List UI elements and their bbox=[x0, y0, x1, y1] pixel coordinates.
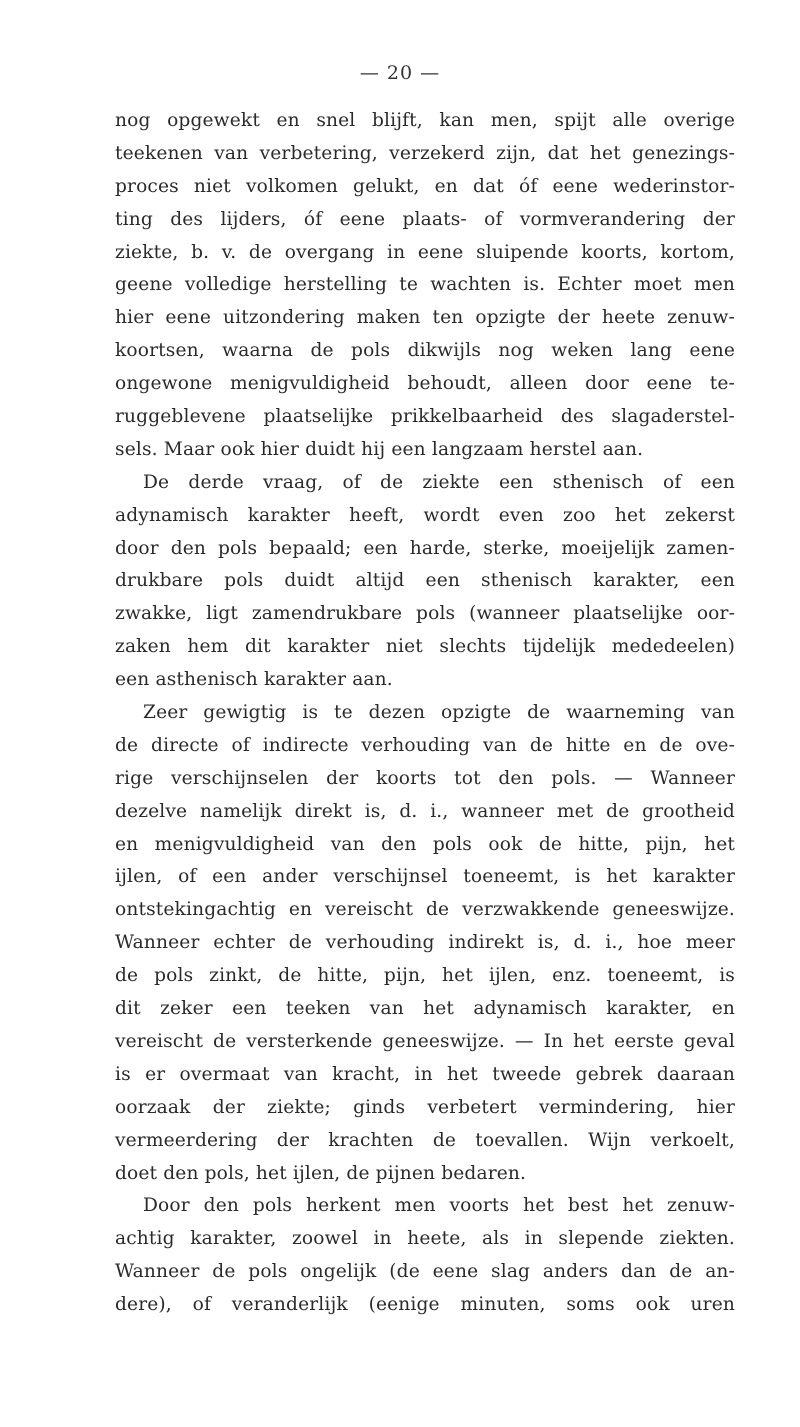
text-line: drukbare pols duidt altijd een sthenisch karakter, een bbox=[115, 570, 735, 592]
text-line: is er overmaat van kracht, in het tweede gebrek daaraan bbox=[115, 1063, 735, 1085]
text-line: ijlen, of een ander verschijnsel toeneemt, is het karakter bbox=[115, 866, 735, 888]
text-line: ting des lijders, óf eene plaats- of vormverandering der bbox=[115, 208, 735, 230]
text-line: ontstekingachtig en vereischt de verzwakkende geneeswijze. bbox=[115, 899, 735, 921]
paragraph-start-line: Zeer gewigtig is te dezen opzigte de waarneming van bbox=[143, 702, 735, 724]
text-line: proces niet volkomen gelukt, en dat óf eene wederinstor- bbox=[115, 175, 735, 197]
text-line: en menigvuldigheid van den pols ook de hitte, pijn, het bbox=[115, 833, 735, 855]
paragraph-end-line: sels. Maar ook hier duidt hij een langzaam herstel aan. bbox=[115, 438, 644, 460]
text-line: koortsen, waarna de pols dikwijls nog weken lang eene bbox=[115, 340, 735, 362]
text-line: de directe of indirecte verhouding van de hitte en de ove- bbox=[115, 734, 735, 756]
text-line: achtig karakter, zoowel in heete, als in slepende ziekten. bbox=[115, 1228, 735, 1250]
text-line: zaken hem dit karakter niet slechts tijdelijk mededeelen) bbox=[115, 636, 735, 658]
text-line: nog opgewekt en snel blijft, kan men, spijt alle overige bbox=[115, 110, 735, 131]
text-line: ruggeblevene plaatselijke prikkelbaarheid des slagaderstel- bbox=[115, 406, 735, 428]
text-line: geene volledige herstelling te wachten is. Echter moet men bbox=[115, 274, 735, 296]
paragraph-end-line: doet den pols, het ijlen, de pijnen bedaren. bbox=[115, 1162, 527, 1184]
text-line: dere), of veranderlijk (eenige minuten, soms ook uren bbox=[115, 1294, 735, 1316]
text-line: adynamisch karakter heeft, wordt even zoo het zekerst bbox=[115, 504, 735, 526]
text-line: teekenen van verbetering, verzekerd zijn, dat het genezings- bbox=[115, 142, 735, 164]
text-line: de pols zinkt, de hitte, pijn, het ijlen, enz. toeneemt, is bbox=[115, 965, 735, 987]
text-line: ziekte, b. v. de overgang in eene sluipende koorts, kortom, bbox=[115, 241, 735, 263]
text-line: door den pols bepaald; een harde, sterke, moeijelijk zamen- bbox=[115, 537, 735, 559]
text-line: oorzaak der ziekte; ginds verbetert vermindering, hier bbox=[115, 1096, 735, 1118]
text-line: hier eene uitzondering maken ten opzigte der heete zenuw- bbox=[115, 307, 735, 329]
text-line: rige verschijnselen der koorts tot den pols. — Wanneer bbox=[115, 767, 735, 789]
text-line: zwakke, ligt zamendrukbare pols (wanneer plaatselijke oor- bbox=[115, 603, 735, 625]
paragraph-end-line: een asthenisch karakter aan. bbox=[115, 669, 393, 691]
page-number: — 20 — bbox=[359, 62, 441, 84]
text-line: Wanneer echter de verhouding indirekt is, d. i., hoe meer bbox=[115, 932, 735, 954]
text-line: dit zeker een teeken van het adynamisch karakter, en bbox=[115, 998, 735, 1020]
text-line: ongewone menigvuldigheid behoudt, alleen door eene te- bbox=[115, 373, 735, 395]
paragraph-start-line: De derde vraag, of de ziekte een sthenisch of een bbox=[143, 471, 735, 493]
text-line: dezelve namelijk direkt is, d. i., wanneer met de grootheid bbox=[115, 800, 735, 822]
text-line: vereischt de versterkende geneeswijze. — In het eerste geval bbox=[115, 1030, 735, 1052]
text-line: Wanneer de pols ongelijk (de eene slag anders dan de an- bbox=[115, 1261, 735, 1283]
paragraph-start-line: Door den pols herkent men voorts het best het zenuw- bbox=[143, 1195, 735, 1217]
text-line: vermeerdering der krachten de toevallen. Wijn verkoelt, bbox=[115, 1129, 735, 1151]
body-text bbox=[115, 105, 735, 1322]
